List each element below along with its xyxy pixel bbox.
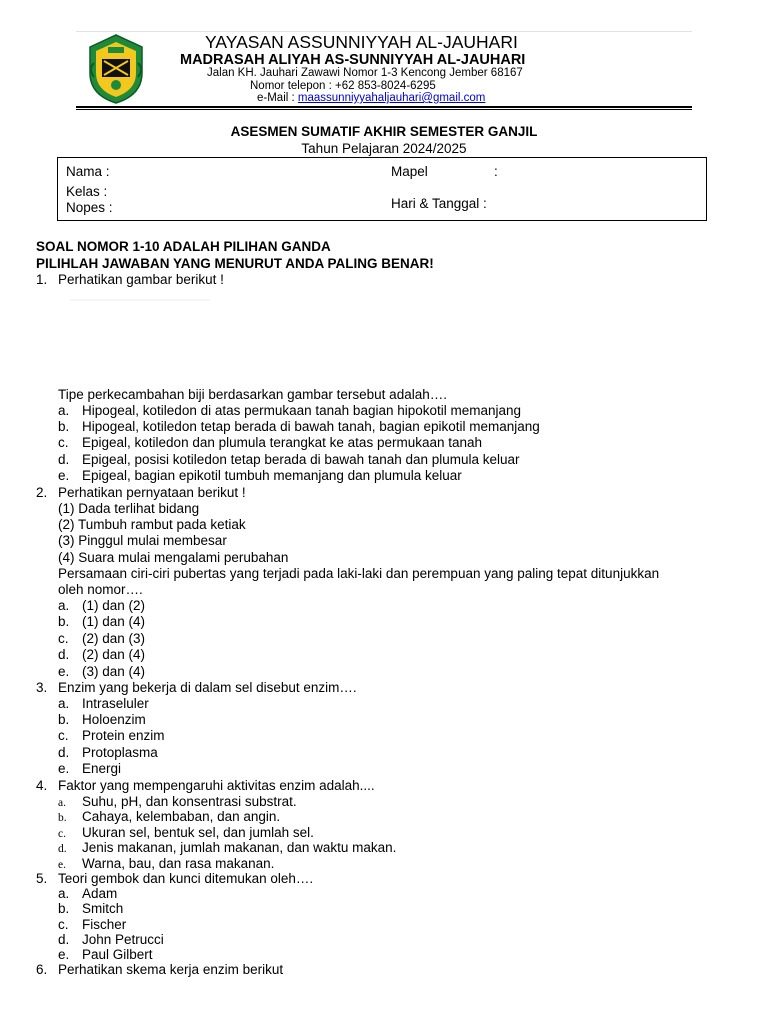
- statement-item: (1) Dada terlihat bidang: [58, 501, 200, 516]
- option-text[interactable]: John Petrucci: [82, 932, 164, 947]
- school-emblem-icon: [86, 33, 146, 105]
- option-letter: c.: [58, 435, 69, 450]
- option-letter: d.: [58, 745, 70, 760]
- question-stem: Perhatikan skema kerja enzim berikut: [58, 962, 284, 977]
- question-number: 1.: [36, 272, 48, 287]
- option-text[interactable]: Jenis makanan, jumlah makanan, dan waktu makan.: [82, 840, 397, 855]
- field-hari-tanggal[interactable]: Hari & Tanggal :: [391, 196, 487, 211]
- option-text[interactable]: Epigeal, kotiledon dan plumula terangkat ke atas permukaan tanah: [82, 435, 483, 450]
- option-text[interactable]: (2) dan (3): [82, 631, 146, 646]
- school-phone: Nomor telepon : +62 853-8024-6295: [250, 80, 436, 92]
- question-number: 6.: [36, 962, 48, 977]
- option-letter: b.: [58, 419, 70, 434]
- option-letter: a.: [58, 797, 66, 809]
- option-letter: e.: [58, 947, 70, 962]
- email-label: e-Mail :: [257, 92, 298, 104]
- question-number: 3.: [36, 680, 48, 695]
- option-letter: b.: [58, 712, 70, 727]
- option-text[interactable]: Warna, bau, dan rasa makanan.: [82, 856, 275, 871]
- option-letter: b.: [58, 901, 70, 916]
- germination-image: [70, 298, 210, 302]
- email-link[interactable]: maassunniyyahaljauhari@gmail.com: [297, 92, 486, 104]
- question-number: 2.: [36, 485, 48, 500]
- header-divider-thin: [76, 109, 692, 110]
- option-letter: a.: [58, 696, 70, 711]
- option-text[interactable]: Energi: [82, 761, 122, 776]
- option-text[interactable]: (1) dan (4): [82, 614, 146, 629]
- field-nopes[interactable]: Nopes :: [66, 200, 113, 215]
- option-letter: c.: [58, 631, 69, 646]
- option-letter: e.: [58, 859, 66, 871]
- question-number: 4.: [36, 778, 48, 793]
- identity-box: [57, 157, 707, 221]
- option-letter: d.: [58, 647, 70, 662]
- school-address: Jalan KH. Jauhari Zawawi Nomor 1-3 Kencong Jember 68167: [207, 67, 523, 79]
- section-heading-1: SOAL NOMOR 1-10 ADALAH PILIHAN GANDA: [36, 239, 331, 254]
- option-text[interactable]: Smitch: [82, 901, 124, 916]
- school-email-line: [257, 92, 485, 104]
- option-text[interactable]: Protoplasma: [82, 745, 158, 760]
- option-text[interactable]: (1) dan (2): [82, 598, 146, 613]
- option-letter: e.: [58, 468, 70, 483]
- exam-title: ASESMEN SUMATIF AKHIR SEMESTER GANJIL: [230, 124, 538, 139]
- question-stem: oleh nomor….: [58, 582, 143, 597]
- option-letter: c.: [58, 728, 69, 743]
- question-stem: Perhatikan gambar berikut !: [58, 272, 224, 287]
- option-letter: a.: [58, 403, 70, 418]
- question-stem: Persamaan ciri-ciri pubertas yang terjadi pada laki-laki dan perempuan yang paling tepat ditunjukkan: [58, 566, 660, 581]
- option-text[interactable]: (2) dan (4): [82, 647, 146, 662]
- option-text[interactable]: (3) dan (4): [82, 664, 146, 679]
- option-letter: e.: [58, 664, 70, 679]
- option-text[interactable]: Epigeal, bagian epikotil tumbuh memanjang dan plumula keluar: [82, 468, 462, 483]
- option-letter: c.: [58, 917, 69, 932]
- option-text[interactable]: Suhu, pH, dan konsentrasi substrat.: [82, 794, 297, 809]
- option-text[interactable]: Hipogeal, kotiledon di atas permukaan tanah bagian hipokotil memanjang: [82, 403, 522, 418]
- foundation-name: YAYASAN ASSUNNIYYAH AL-JAUHARI: [205, 32, 518, 52]
- option-text[interactable]: Fischer: [82, 917, 127, 932]
- question-stem: Teori gembok dan kunci ditemukan oleh….: [58, 871, 314, 886]
- statement-item: (3) Pinggul mulai membesar: [58, 533, 227, 548]
- option-text[interactable]: Adam: [82, 886, 118, 901]
- field-mapel[interactable]: Mapel: [391, 164, 428, 179]
- option-text[interactable]: Cahaya, kelembaban, dan angin.: [82, 809, 281, 824]
- option-letter: a.: [58, 886, 70, 901]
- option-text[interactable]: Holoenzim: [82, 712, 146, 727]
- option-letter: d.: [58, 932, 70, 947]
- option-letter: a.: [58, 598, 70, 613]
- exam-year: Tahun Pelajaran 2024/2025: [301, 141, 467, 156]
- option-text[interactable]: Hipogeal, kotiledon tetap berada di bawah tanah, bagian epikotil memanjang: [82, 419, 540, 434]
- option-letter: e.: [58, 761, 70, 776]
- option-text[interactable]: Protein enzim: [82, 728, 165, 743]
- field-nama[interactable]: Nama :: [66, 164, 110, 179]
- school-name: MADRASAH ALIYAH AS-SUNNIYYAH AL-JAUHARI: [180, 52, 526, 68]
- field-kelas[interactable]: Kelas :: [66, 184, 108, 199]
- question-number: 5.: [36, 871, 48, 886]
- question-stem: Perhatikan pernyataan berikut !: [58, 485, 246, 500]
- option-letter: d.: [58, 843, 67, 855]
- option-text[interactable]: Epigeal, posisi kotiledon tetap berada di bawah tanah dan plumula keluar: [82, 452, 520, 467]
- option-letter: d.: [58, 452, 70, 467]
- section-heading-2: PILIHLAH JAWABAN YANG MENURUT ANDA PALING BENAR!: [36, 256, 434, 271]
- option-letter: b.: [58, 614, 70, 629]
- option-letter: c.: [58, 828, 66, 840]
- question-stem: Enzim yang bekerja di dalam sel disebut enzim….: [58, 680, 357, 695]
- option-text[interactable]: Paul Gilbert: [82, 947, 153, 962]
- option-text[interactable]: Intraseluler: [82, 696, 149, 711]
- question-stem: Tipe perkecambahan biji berdasarkan gambar tersebut adalah….: [58, 387, 447, 402]
- field-mapel-colon: :: [494, 164, 498, 179]
- statement-item: (2) Tumbuh rambut pada ketiak: [58, 517, 246, 532]
- header-divider-thick: [76, 106, 692, 108]
- question-stem: Faktor yang mempengaruhi aktivitas enzim adalah....: [58, 778, 375, 793]
- option-letter: b.: [58, 812, 67, 824]
- statement-item: (4) Suara mulai mengalami perubahan: [58, 550, 289, 565]
- option-text[interactable]: Ukuran sel, bentuk sel, dan jumlah sel.: [82, 825, 314, 840]
